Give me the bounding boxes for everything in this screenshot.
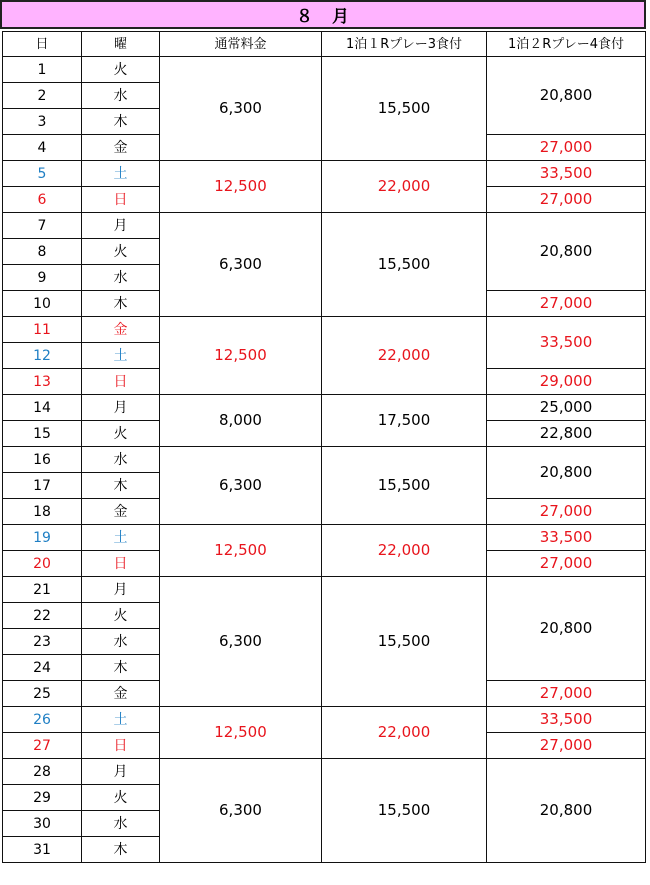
day-cell: 1	[3, 57, 82, 83]
plan-2r-cell: 33,500	[487, 707, 646, 733]
rate-table	[2, 31, 646, 863]
weekday-cell: 金	[82, 681, 160, 707]
plan-2r-cell: 20,800	[487, 57, 646, 135]
weekday-cell: 水	[82, 83, 160, 109]
day-cell: 3	[3, 109, 82, 135]
day-cell: 8	[3, 239, 82, 265]
day-cell: 24	[3, 655, 82, 681]
standard-rate-cell: 8,000	[160, 395, 322, 447]
day-row	[3, 525, 646, 551]
day-cell: 20	[3, 551, 82, 577]
day-row	[3, 577, 646, 603]
plan-1r-cell: 15,500	[322, 759, 487, 863]
day-row	[3, 759, 646, 785]
standard-rate-cell: 12,500	[160, 707, 322, 759]
weekday-cell: 土	[82, 707, 160, 733]
day-cell: 25	[3, 681, 82, 707]
header-weekday: 曜	[82, 32, 160, 57]
weekday-cell: 土	[82, 161, 160, 187]
header-standard-rate: 通常料金	[160, 32, 322, 57]
day-cell: 6	[3, 187, 82, 213]
weekday-cell: 金	[82, 317, 160, 343]
day-cell: 10	[3, 291, 82, 317]
day-cell: 9	[3, 265, 82, 291]
standard-rate-cell: 12,500	[160, 161, 322, 213]
header-plan-2r: 1泊２Rプレー4食付	[487, 32, 646, 57]
weekday-cell: 火	[82, 785, 160, 811]
standard-rate-cell: 6,300	[160, 57, 322, 161]
plan-2r-cell: 27,000	[487, 135, 646, 161]
plan-1r-cell: 15,500	[322, 213, 487, 317]
weekday-cell: 水	[82, 811, 160, 837]
weekday-cell: 水	[82, 629, 160, 655]
weekday-cell: 土	[82, 525, 160, 551]
weekday-cell: 金	[82, 135, 160, 161]
plan-2r-cell: 33,500	[487, 317, 646, 369]
plan-1r-cell: 22,000	[322, 707, 487, 759]
plan-1r-cell: 22,000	[322, 161, 487, 213]
day-cell: 23	[3, 629, 82, 655]
day-cell: 19	[3, 525, 82, 551]
day-row	[3, 317, 646, 343]
weekday-cell: 火	[82, 603, 160, 629]
plan-2r-cell: 27,000	[487, 499, 646, 525]
plan-2r-cell: 27,000	[487, 291, 646, 317]
weekday-cell: 火	[82, 57, 160, 83]
plan-2r-cell: 27,000	[487, 551, 646, 577]
weekday-cell: 月	[82, 213, 160, 239]
weekday-cell: 木	[82, 473, 160, 499]
day-row	[3, 707, 646, 733]
day-cell: 7	[3, 213, 82, 239]
day-row	[3, 213, 646, 239]
day-cell: 13	[3, 369, 82, 395]
plan-2r-cell: 27,000	[487, 681, 646, 707]
rate-body	[3, 57, 646, 863]
day-row	[3, 447, 646, 473]
day-row	[3, 161, 646, 187]
weekday-cell: 火	[82, 239, 160, 265]
day-cell: 18	[3, 499, 82, 525]
plan-1r-cell: 22,000	[322, 317, 487, 395]
plan-2r-cell: 27,000	[487, 733, 646, 759]
day-cell: 26	[3, 707, 82, 733]
standard-rate-cell: 6,300	[160, 759, 322, 863]
day-row	[3, 395, 646, 421]
header-day: 日	[3, 32, 82, 57]
plan-2r-cell: 25,000	[487, 395, 646, 421]
weekday-cell: 火	[82, 421, 160, 447]
header-plan-1r: 1泊１Rプレー3食付	[322, 32, 487, 57]
standard-rate-cell: 6,300	[160, 447, 322, 525]
day-cell: 14	[3, 395, 82, 421]
day-cell: 15	[3, 421, 82, 447]
day-cell: 22	[3, 603, 82, 629]
weekday-cell: 日	[82, 733, 160, 759]
weekday-cell: 日	[82, 369, 160, 395]
plan-2r-cell: 20,800	[487, 577, 646, 681]
weekday-cell: 月	[82, 759, 160, 785]
weekday-cell: 木	[82, 291, 160, 317]
plan-1r-cell: 15,500	[322, 447, 487, 525]
month-title: ８ 月	[0, 0, 646, 29]
weekday-cell: 水	[82, 265, 160, 291]
day-cell: 2	[3, 83, 82, 109]
plan-1r-cell: 15,500	[322, 57, 487, 161]
day-row	[3, 57, 646, 83]
plan-2r-cell: 20,800	[487, 447, 646, 499]
day-cell: 16	[3, 447, 82, 473]
weekday-cell: 水	[82, 447, 160, 473]
weekday-cell: 木	[82, 109, 160, 135]
weekday-cell: 金	[82, 499, 160, 525]
standard-rate-cell: 12,500	[160, 525, 322, 577]
day-cell: 28	[3, 759, 82, 785]
plan-2r-cell: 20,800	[487, 213, 646, 291]
standard-rate-cell: 12,500	[160, 317, 322, 395]
weekday-cell: 月	[82, 577, 160, 603]
weekday-cell: 木	[82, 655, 160, 681]
header-row	[3, 32, 646, 57]
plan-2r-cell: 33,500	[487, 525, 646, 551]
plan-1r-cell: 22,000	[322, 525, 487, 577]
day-cell: 17	[3, 473, 82, 499]
day-cell: 4	[3, 135, 82, 161]
day-cell: 21	[3, 577, 82, 603]
day-cell: 5	[3, 161, 82, 187]
day-cell: 31	[3, 837, 82, 863]
plan-1r-cell: 15,500	[322, 577, 487, 707]
plan-2r-cell: 22,800	[487, 421, 646, 447]
weekday-cell: 日	[82, 551, 160, 577]
plan-2r-cell: 27,000	[487, 187, 646, 213]
weekday-cell: 土	[82, 343, 160, 369]
standard-rate-cell: 6,300	[160, 577, 322, 707]
day-cell: 11	[3, 317, 82, 343]
day-cell: 12	[3, 343, 82, 369]
weekday-cell: 日	[82, 187, 160, 213]
plan-2r-cell: 33,500	[487, 161, 646, 187]
plan-1r-cell: 17,500	[322, 395, 487, 447]
weekday-cell: 木	[82, 837, 160, 863]
plan-2r-cell: 20,800	[487, 759, 646, 863]
day-cell: 30	[3, 811, 82, 837]
day-cell: 27	[3, 733, 82, 759]
weekday-cell: 月	[82, 395, 160, 421]
standard-rate-cell: 6,300	[160, 213, 322, 317]
plan-2r-cell: 29,000	[487, 369, 646, 395]
day-cell: 29	[3, 785, 82, 811]
